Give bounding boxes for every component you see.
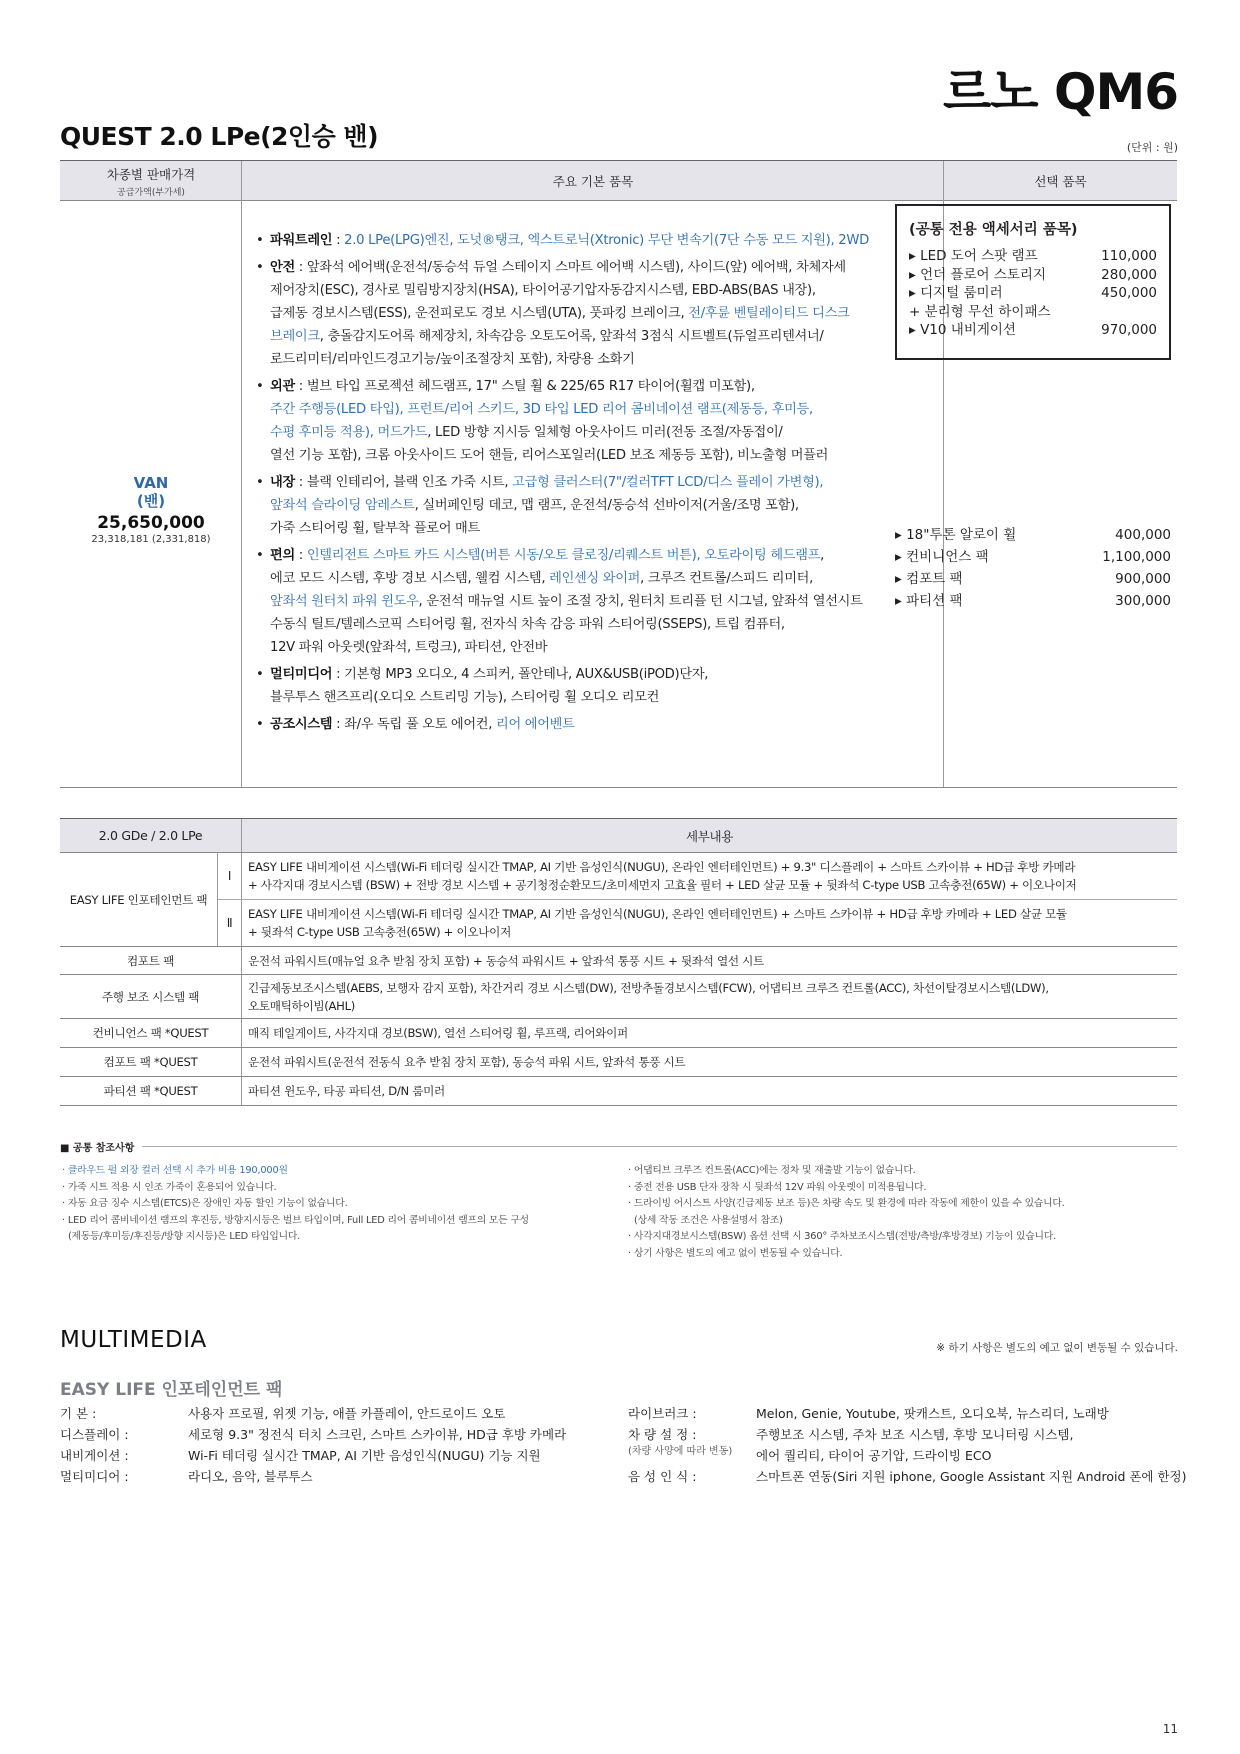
- pack-table-header: [60, 819, 1177, 853]
- pack-detail: [242, 975, 1177, 1018]
- pack-detail: [242, 853, 1177, 899]
- easy-life-level: [218, 900, 1177, 946]
- feature-interior: • 내장 : 블랙 인테리어, 블랙 인조 가죽 시트, 고급형 클러스터(7"/컬러TFT LCD/디스 플레이 가변형), 앞좌석 슬라이딩 암레스트, 실버페인팅 데코, 맵 램프, 운전석/동승석 선바이저(거울/조명 포함), 가죽 스티어링 휠, 탈부착 플로어 매트: [248, 471, 948, 540]
- option-price: 300,000: [1115, 593, 1171, 609]
- multimedia-key: [628, 1424, 756, 1466]
- note-item: · 클라우드 펄 외장 컬러 선택 시 추가 비용 190,000원: [62, 1165, 288, 1176]
- multimedia-value: [756, 1424, 1188, 1466]
- multimedia-key: 내비게이션 :: [60, 1448, 129, 1463]
- header-options-label: 선택 품목: [1034, 174, 1087, 189]
- notes-left: [62, 1163, 582, 1246]
- note-item: · 중전 전용 USB 단자 장착 시 뒷좌석 12V 파워 아웃렛이 미적용됩니다.: [628, 1181, 927, 1193]
- trim-price: 25,650,000: [97, 512, 205, 533]
- note-item: · 자동 요금 징수 시스템(ETCS)은 장애인 자동 할인 기능이 없습니다.: [62, 1198, 348, 1209]
- multimedia-value: 라디오, 음악, 블루투스: [188, 1469, 313, 1484]
- accessory-item: [909, 247, 1157, 266]
- table-row: [60, 975, 1177, 1019]
- pack-name: 컨비니언스 팩 *QUEST: [60, 1019, 242, 1047]
- multimedia-row: [60, 1403, 620, 1424]
- easy-life-levels: [218, 853, 1177, 946]
- pack-detail: [242, 1048, 1177, 1076]
- accessory-price: 970,000: [1101, 322, 1157, 338]
- option-name: ▸ 컨비니언스 팩: [895, 549, 989, 565]
- option-list: [895, 524, 1171, 612]
- easy-life-level: [218, 853, 1177, 900]
- feature-climate: • 공조시스템 : 좌/우 독립 풀 오토 에어컨, 리어 에어벤트: [248, 713, 948, 736]
- multimedia-left: [60, 1403, 620, 1487]
- pack-detail-line: 오토매틱하이빔(AHL): [248, 998, 355, 1013]
- note-item: (상세 작동 조건은 사용설명서 참조): [634, 1214, 783, 1226]
- multimedia-key: 디스플레이 :: [60, 1427, 129, 1442]
- note-item: · 드라이빙 어시스트 사양(긴급제동 보조 등)은 차량 속도 및 환경에 따라 작동에 제한이 있을 수 있습니다.: [628, 1198, 1065, 1209]
- multimedia-value: Wi-Fi 테더링 실시간 TMAP, AI 기반 음성인식(NUGU) 기능 지원: [188, 1448, 541, 1463]
- option-name: ▸ 컴포트 팩: [895, 571, 963, 587]
- pack-detail-line: EASY LIFE 내비게이션 시스템(Wi-Fi 테더링 실시간 TMAP, AI 기반 음성인식(NUGU), 온라인 엔터테인먼트) + 9.3" 디스플레이 + 스마트 스카이뷰 + HD급 후방 카메라: [248, 860, 1076, 874]
- multimedia-key: 라이브러크 :: [628, 1406, 697, 1421]
- header-features-label: 주요 기본 품목: [552, 174, 634, 189]
- notes-right: [628, 1163, 1168, 1262]
- multimedia-value-line: 주행보조 시스템, 주차 보조 시스템, 후방 모니터링 시스템,: [756, 1427, 1074, 1442]
- pack-name: 컴포트 팩 *QUEST: [60, 1048, 242, 1076]
- multimedia-key-label: 차 량 설 정 :: [628, 1427, 697, 1442]
- multimedia-row: [60, 1445, 620, 1466]
- pack-detail: [242, 900, 1177, 946]
- note-item: · 가죽 시트 적용 시 인조 가죽이 혼용되어 있습니다.: [62, 1181, 277, 1193]
- multimedia-row: [628, 1403, 1188, 1424]
- multimedia-title: MULTIMEDIA: [60, 1327, 207, 1353]
- option-price: 400,000: [1115, 527, 1171, 543]
- accessories-box: [895, 204, 1171, 360]
- table-row: [60, 853, 1177, 947]
- note-item: · LED 리어 콤비네이션 램프의 후진등, 방향지시등은 벌브 타입이며, Full LED 리어 콤비네이션 램프의 모든 구성: [62, 1214, 529, 1226]
- option-name: ▸ 18"투톤 알로이 휠: [895, 527, 1017, 543]
- level-numeral: Ⅱ: [218, 900, 242, 946]
- trim-supply-vat: 23,318,181 (2,331,818): [91, 533, 211, 545]
- accessory-name: + 분리형 무선 하이패스: [909, 303, 1051, 320]
- feature-multimedia: • 멀티미디어 : 기본형 MP3 오디오, 4 스피커, 폴안테나, AUX&USB(iPOD)단자, 블루투스 핸즈프리(오디오 스트리밍 기능), 스티어링 휠 오디오 리모컨: [248, 663, 948, 709]
- header-options: [944, 161, 1177, 201]
- level-numeral: Ⅰ: [218, 853, 242, 899]
- trim-name: VAN: [133, 473, 169, 492]
- multimedia-row: [628, 1466, 1188, 1487]
- pack-detail: [242, 1019, 1177, 1047]
- option-item: [895, 590, 1171, 612]
- pack-header-name: 2.0 GDe / 2.0 LPe: [60, 819, 242, 852]
- multimedia-row: [628, 1424, 1188, 1466]
- option-item: [895, 546, 1171, 568]
- table-row: [60, 1077, 1177, 1106]
- note-item: (제동등/후미등/후진등/방향 지시등)은 LED 타입입니다.: [68, 1231, 301, 1242]
- accessory-item: [909, 284, 1157, 303]
- accessory-price: 450,000: [1101, 285, 1157, 301]
- multimedia-right: [628, 1403, 1188, 1487]
- table-row: [60, 1019, 1177, 1048]
- multimedia-value: 스마트폰 연동(Siri 지원 iphone, Google Assistant 지원 Android 폰에 한정): [756, 1469, 1187, 1484]
- note-item: · 사각지대경보시스템(BSW) 옵션 선택 시 360° 주차보조시스템(전방/측방/후방경보) 기능이 있습니다.: [628, 1231, 1056, 1242]
- option-pack-table: [60, 818, 1177, 1106]
- header-price-sub: 공급가액(부가세): [117, 187, 185, 198]
- trim-price-cell: [60, 201, 242, 787]
- option-item: [895, 568, 1171, 590]
- note-item: · 상기 사항은 별도의 예고 없이 변동될 수 있습니다.: [628, 1247, 843, 1259]
- multimedia-key-sub: (차량 사양에 따라 변동): [628, 1446, 733, 1457]
- accessory-item: [909, 321, 1157, 340]
- accessory-item: [909, 303, 1157, 322]
- note-item: · 어댑티브 크루즈 컨트롤(ACC)에는 정차 및 재출발 기능이 없습니다.: [628, 1165, 916, 1176]
- pack-detail-line: 운전석 파워시트(운전석 전동식 요추 받침 장치 포함), 동승석 파워 시트, 앞좌석 통풍 시트: [248, 1055, 686, 1069]
- pack-detail-line: + 사각지대 경보시스템 (BSW) + 전방 경보 시스템 + 공기청정순환모드/초미세먼지 고효율 필터 + LED 살균 모듈 + 뒷좌석 C-type USB 고속충전(65W) + 이오나이저: [248, 878, 1077, 892]
- option-item: [895, 524, 1171, 546]
- feature-powertrain: • 파워트레인 : 2.0 LPe(LPG)엔진, 도넛®탱크, 엑스트로닉(Xtronic) 무단 변속기(7단 수동 모드 지원), 2WD: [248, 229, 948, 252]
- header-price: [60, 161, 242, 201]
- multimedia-value-line: 에어 퀄리티, 타이어 공기압, 드라이빙 ECO: [756, 1448, 992, 1463]
- trim-name-korean: (밴): [136, 491, 166, 510]
- pack-detail: [242, 947, 1177, 974]
- table-row: [60, 947, 1177, 975]
- pack-name: 컴포트 팩: [60, 947, 242, 974]
- table-row: [60, 1048, 1177, 1077]
- accessory-price: 110,000: [1101, 248, 1157, 264]
- pack-detail-line: 긴급제동보조시스템(AEBS, 보행자 감지 포함), 차간거리 경보 시스템(DW), 전방추돌경보시스템(FCW), 어댑티브 크루즈 컨트롤(ACC), 차선이탈경보시스템(LDW),: [248, 980, 1049, 995]
- feature-exterior: • 외관 : 벌브 타입 프로젝션 헤드램프, 17" 스틸 휠 & 225/65 R17 타이어(휠캡 미포함), 주간 주행등(LED 타입), 프런트/리어 스키드, 3D 타입 LED 리어 콤비네이션 램프(제동등, 후미등, 수평 후미등 적용), 머드가드, LED 방향 지시등 일체형 아웃사이드 미러(전동 조절/자동접이/ 열선 기능 포함), 크롬 아웃사이드 도어 핸들, 리어스포일러(LED 보조 제동등 포함), 비노출형 머플러: [248, 375, 948, 467]
- brand-logo: 르노 QM6: [942, 63, 1178, 121]
- notes-title: [60, 1139, 1177, 1154]
- notes-title-label: ■ 공통 참조사항: [60, 1143, 135, 1154]
- page-title: QUEST 2.0 LPe(2인승 밴): [60, 122, 378, 151]
- multimedia-key: 음 성 인 식 :: [628, 1469, 697, 1484]
- pack-detail-line: 운전석 파워시트(매뉴얼 요추 받침 장치 포함) + 동승석 파워시트 + 앞좌석 통풍 시트 + 뒷좌석 열선 시트: [248, 953, 764, 968]
- multimedia-subtitle: EASY LIFE 인포테인먼트 팩: [60, 1380, 283, 1400]
- accessory-name: ▸ 언더 플로어 스토리지: [909, 266, 1047, 283]
- divider: [142, 1146, 1177, 1147]
- accessory-price: 280,000: [1101, 266, 1157, 283]
- option-name: ▸ 파티션 팩: [895, 593, 963, 609]
- feature-convenience: • 편의 : 인텔리전트 스마트 카드 시스템(버튼 시동/오토 클로징/리퀘스트 버튼), 오토라이팅 헤드램프, 에코 모드 시스템, 후방 경보 시스템, 웰컴 시스템, 레인센싱 와이퍼, 크루즈 컨트롤/스피드 리미터, 앞좌석 원터치 파워 윈도우, 운전석 매뉴얼 시트 높이 조절 장치, 원터치 트리플 턴 시그널, 앞좌석 열선시트 수동식 틸트/텔레스코픽 스티어링 휠, 전자식 차속 감응 파워 스티어링(SSEPS), 트립 컴퓨터, 12V 파워 아웃렛(앞좌석, 트렁크), 파티션, 안전바: [248, 544, 948, 659]
- pack-header-detail: 세부내용: [685, 828, 734, 844]
- multimedia-value: 사용자 프로필, 위젯 기능, 애플 카플레이, 안드로이드 오토: [188, 1406, 506, 1421]
- multimedia-value: Melon, Genie, Youtube, 팟캐스트, 오디오북, 뉴스리더, 노래방: [756, 1406, 1109, 1421]
- pack-detail-line: + 뒷좌석 C-type USB 고속충전(65W) + 이오나이저: [248, 925, 511, 939]
- pack-name: EASY LIFE 인포테인먼트 팩: [60, 853, 218, 946]
- pack-detail-line: 파티션 윈도우, 타공 파티션, D/N 룸미러: [248, 1084, 445, 1098]
- accessory-name: ▸ 디지털 룸미러: [909, 285, 1003, 301]
- pack-name: 주행 보조 시스템 팩: [60, 975, 242, 1018]
- pack-name: 파티션 팩 *QUEST: [60, 1077, 242, 1105]
- accessory-name: ▸ V10 내비게이션: [909, 322, 1016, 338]
- multimedia-key: 멀티미디어 :: [60, 1469, 129, 1484]
- pack-detail-line: 매직 테일게이트, 사각지대 경보(BSW), 열선 스티어링 휠, 루프랙, 리어와이퍼: [248, 1026, 628, 1040]
- main-table-header: [60, 161, 1177, 201]
- option-price: 900,000: [1115, 571, 1171, 587]
- accessory-item: [909, 266, 1157, 285]
- page-number: 11: [1162, 1722, 1178, 1736]
- pack-detail: [242, 1077, 1177, 1105]
- accessories-title: (공통 전용 액세서리 품목): [909, 222, 1078, 238]
- unit-label: (단위 : 원): [1126, 141, 1178, 154]
- multimedia-row: [60, 1424, 620, 1445]
- accessory-name: ▸ LED 도어 스팟 램프: [909, 248, 1038, 264]
- multimedia-row: [60, 1466, 620, 1487]
- header-price-title: 차종별 판매가격: [106, 166, 196, 182]
- feature-safety: • 안전 : 앞좌석 에어백(운전석/동승석 듀얼 스테이지 스마트 에어백 시스템), 사이드(앞) 에어백, 차체자세 제어장치(ESC), 경사로 밀림방지장치(HSA), 타이어공기압자동감지시스템, EBD-ABS(BAS 내장), 급제동 경보시스템(ESS), 운전피로도 경보 시스템(UTA), 풋파킹 브레이크, 전/후륜 벤틸레이티드 디스크 브레이크, 충돌감지도어록 해제장치, 차속감응 오토도어록, 앞좌석 3점식 시트벨트(듀얼프리텐셔너/ 로드리미터/리마인드경고기능/높이조절장치 포함), 차량용 소화기: [248, 256, 948, 371]
- multimedia-key: 기 본 :: [60, 1406, 97, 1421]
- header-features: [242, 161, 944, 201]
- multimedia-value: 세로형 9.3" 정전식 터치 스크린, 스마트 스카이뷰, HD급 후방 카메라: [188, 1427, 567, 1442]
- standard-features: [248, 229, 948, 740]
- option-price: 1,100,000: [1102, 549, 1171, 565]
- multimedia-note: ※ 하기 사항은 별도의 예고 없이 변동될 수 있습니다.: [936, 1342, 1178, 1354]
- pack-detail-line: EASY LIFE 내비게이션 시스템(Wi-Fi 테더링 실시간 TMAP, AI 기반 음성인식(NUGU), 온라인 엔터테인먼트) + 스마트 스카이뷰 + HD급 후방 카메라 + LED 살균 모듈: [248, 907, 1067, 921]
